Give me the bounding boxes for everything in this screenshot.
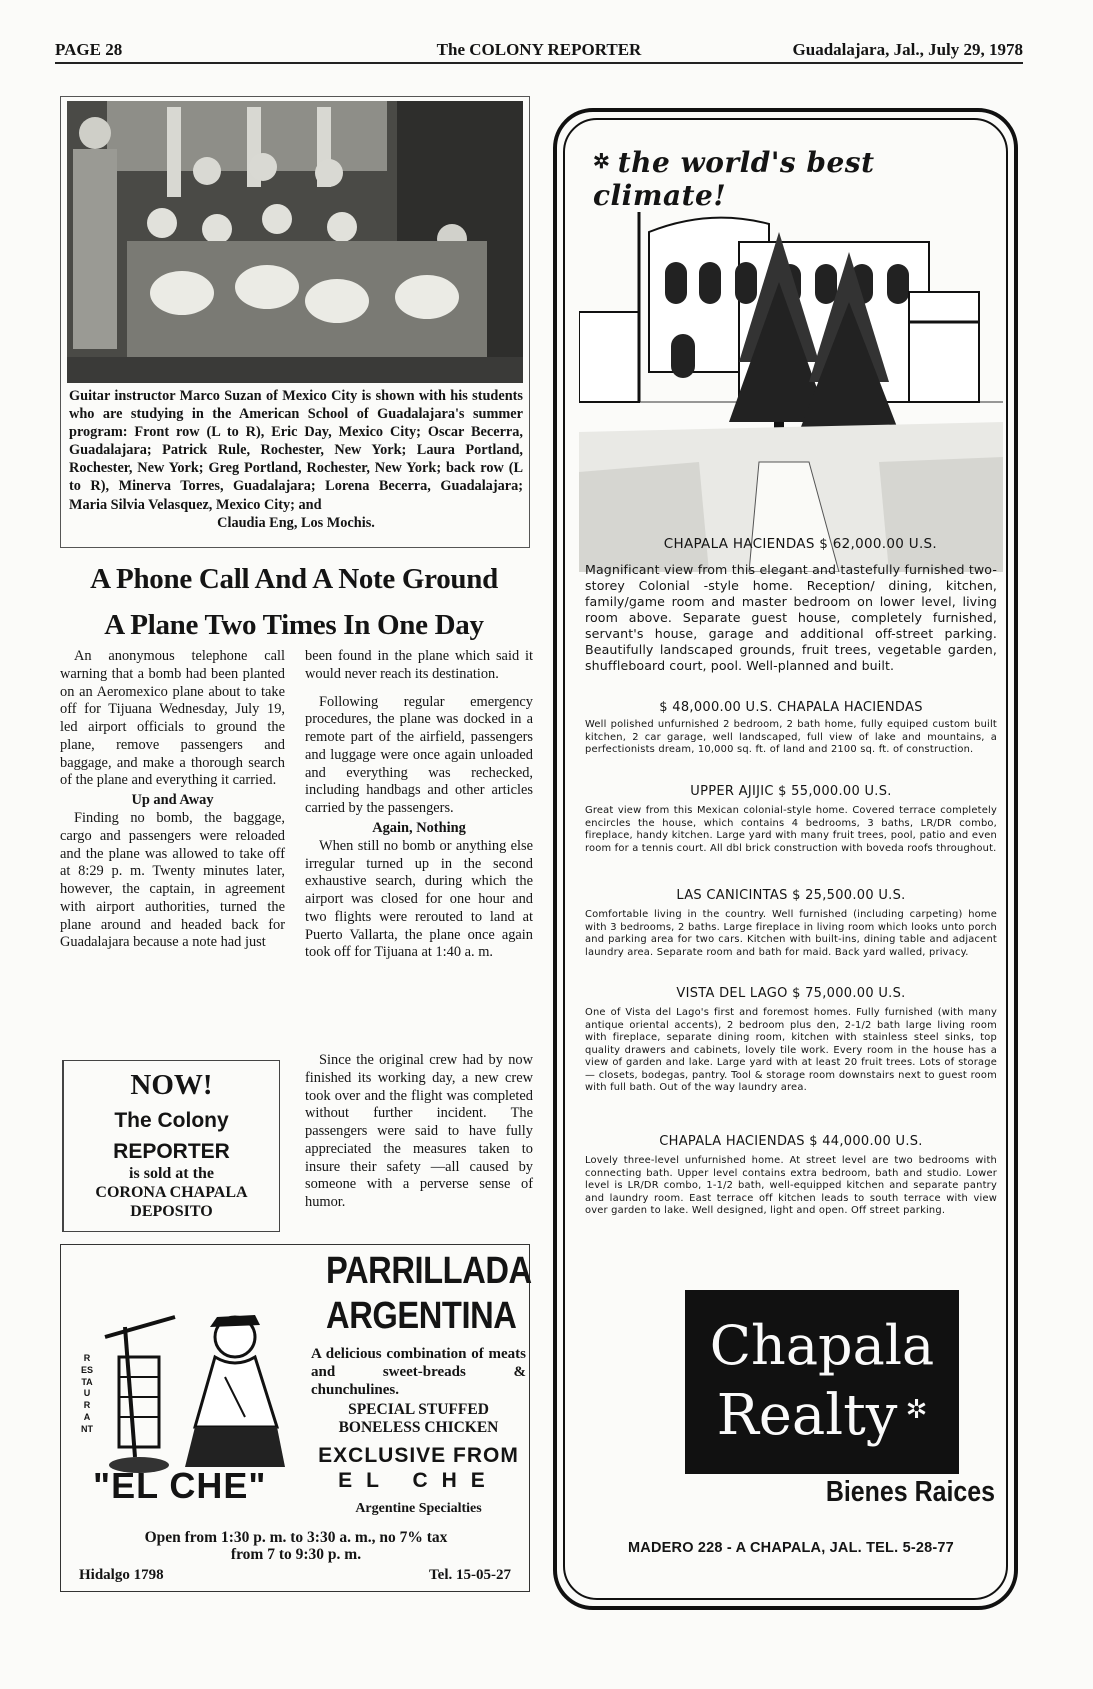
article-subhead: Again, Nothing <box>372 819 466 836</box>
guitar-class-photo <box>67 101 523 383</box>
sold-place-2: DEPOSITO <box>130 1203 213 1220</box>
listing-6 <box>585 1134 997 1218</box>
article-paragraph: Finding no bomb, the baggage, cargo and passengers were reloaded and the plane was allowed to take off at 8:29 p. m. Twenty minutes later, however, the captain, in agreement with airport authorities, turned the plane around and headed back for Guadalajara because a note had just <box>60 810 285 951</box>
realty-slogan: ✲ the world's best climate! <box>593 146 875 212</box>
listing-2 <box>585 700 997 757</box>
listing-body: Comfortable living in the country. Well furnished (including carpeting) home with 3 bedrooms, 2 baths. Large fireplace in living room which looks unto porch and parking area for two cars. Kitchen with built-ins, dining table and adjacent laundry area. Separate room and bath for maid. Back yard walled, privacy. <box>585 909 997 958</box>
restaurant-vertical-label: RESTAURANT <box>81 1353 94 1434</box>
article-paragraph: Following regular emergency procedures, the plane was docked in a remote part of the airfield, passengers and luggage were once again unloaded and everything was rechecked, including handbags and other articles carried by the passengers. <box>305 693 533 816</box>
paper-name-2: REPORTER <box>113 1140 230 1163</box>
gaucho-grill-illustration <box>95 1307 305 1477</box>
specialties-label: Argentine Specialties <box>355 1501 482 1516</box>
article-paragraph: An anonymous telephone call warning that a bomb had been planted on an Aeromexico plane about to take off for Tijuana Wednesday, July 19, led airport officials to ground the plane, remove passengers and baggage, and make a thorough search of the plane and everything it carried. <box>60 648 285 789</box>
listing-5 <box>585 986 997 1095</box>
opening-hours: Open from 1:30 p. m. to 3:30 a. m., no 7% tax from 7 to 9:30 p. m. <box>144 1529 448 1563</box>
listing-body: Lovely three-level unfurnished home. At street level are two bedrooms with connecting bath. Upper level contains extra bedroom, bath and studio. Lower level is LR/DR combo, 1-1/2 bath, well-equipped kitchen and separate pantry and laundry room. East terrace off kitchen leads to south terrace with view over garden to lake. Well designed, light and open. Off street parking. <box>585 1155 997 1216</box>
listing-heading: $ 48,000.00 U.S. CHAPALA HACIENDAS <box>659 700 923 715</box>
restaurant-phone: Tel. 15-05-27 <box>429 1567 511 1583</box>
article-headline: A Phone Call And A Note Ground A Plane Two Times In One Day <box>90 563 498 641</box>
article-column-2 <box>305 648 533 962</box>
listing-heading: LAS CANICINTAS $ 25,500.00 U.S. <box>676 888 906 903</box>
parrillada-title: PARRILLADA ARGENTINA <box>326 1250 532 1337</box>
realty-address: MADERO 228 - A CHAPALA, JAL. TEL. 5-28-77 <box>628 1540 954 1556</box>
listing-heading: UPPER AJIJIC $ 55,000.00 U.S. <box>690 784 892 799</box>
parrillada-description: A delicious combination of meats and sweet-breads & chunchulines. <box>311 1346 526 1398</box>
listing-body: Great view from this Mexican colonial-style home. Covered terrace completely encircles the house, which contains 4 bedrooms, 3 baths, LR/DR combo, fireplace, handy kitchen. Large yard with many fruit trees, pool, patio and even room for a tennis court. All dbl brick construction with boveda roofs throughout. <box>585 805 997 854</box>
article-paragraph: been found in the plane which said it would never reach its destination. <box>305 648 533 682</box>
article-column-2-end <box>305 1052 533 1212</box>
photo-feature <box>60 96 530 548</box>
listing-body: Magnificant view from this elegant and tastefully furnished two-storey Colonial -style home. Reception/ dining, kitchen, family/game room and master bedroom on lower level, living room above. Separate guest house, completely furnished, servant's house, garage and additional off-street parking. Beautifully landscaped grounds, fruit trees, vegetable garden, shuffleboard court, pool. Well-planned and built. <box>585 562 997 673</box>
parrillada-ad <box>60 1244 530 1592</box>
chapala-realty-logo: Chapala Realty ✲ <box>685 1290 959 1474</box>
listing-heading: CHAPALA HACIENDAS $ 44,000.00 U.S. <box>659 1134 923 1149</box>
exclusive-label: EXCLUSIVE FROM EL CHE <box>318 1444 519 1492</box>
now-label: NOW! <box>130 1069 213 1101</box>
hacienda-house-illustration <box>579 172 1003 572</box>
star-icon: ✲ <box>593 149 618 173</box>
article-subhead: Up and Away <box>131 792 214 808</box>
sold-at-text: is sold at the <box>129 1165 214 1182</box>
listing-body: One of Vista del Lago's first and foremost homes. Fully furnished (with many antique oriental accents), 2 bedroom plus den, 2-1/2 bath large living room with fireplace, separate dining room, kitchen with stainless steel sinks, top quality drawers and cabinets, lovely tile work. Every room in the house has a view of garden and lake. Large yard with at least 20 fruit trees. Lots of storage — closets, bodegas, pantry. Tool & storage room downstairs next to guest room with full bath. Out of the way laundry area. <box>585 1007 997 1093</box>
paper-name-1: The Colony <box>114 1109 229 1132</box>
article-paragraph: When still no bomb or anything else irregular turned up in the second exhaustive search, during which the airport was closed for one hour and two flights were rerouted to land at Puerto Vallarta, the plane once again took off for Tijuana at 1:40 a. m. <box>305 837 533 961</box>
dateline: Guadalajara, Jal., July 29, 1978 <box>792 40 1023 59</box>
listing-heading: VISTA DEL LAGO $ 75,000.00 U.S. <box>676 986 906 1001</box>
listing-1 <box>585 536 997 674</box>
chapala-realty-ad <box>553 108 1018 1610</box>
article-paragraph: Since the original crew had by now finished its working day, a new crew took over and the flight was completed without further incident. The passengers were said to have fully appreciated the measures taken to insure their safety —all caused by someone with a perverse sense of humor. <box>305 1052 533 1210</box>
article-column-1 <box>60 648 285 952</box>
listing-4 <box>585 888 997 959</box>
now-sold-box <box>62 1060 280 1232</box>
sold-place: CORONA CHAPALA <box>95 1184 248 1201</box>
newspaper-name: The COLONY REPORTER <box>436 40 642 59</box>
star-icon: ✲ <box>897 1395 928 1425</box>
masthead <box>55 38 1023 64</box>
special-offer: SPECIAL STUFFED BONELESS CHICKEN <box>338 1401 499 1436</box>
restaurant-address: Hidalgo 1798 <box>79 1567 164 1583</box>
listing-heading: CHAPALA HACIENDAS $ 62,000.00 U.S. <box>663 536 937 552</box>
page-number: PAGE 28 <box>55 40 123 59</box>
realty-tagline: Bienes Raices <box>825 1476 995 1508</box>
listing-3 <box>585 784 997 855</box>
listing-body: Well polished unfurnished 2 bedroom, 2 bath home, fully equiped custom built kitchen, 2 car garage, well landscaped, full view of lake and mountains, a perfectionists dream, 10,000 sq. ft. of land and 2100 sq. ft. of construction. <box>585 719 997 755</box>
restaurant-name: "EL CHE" <box>93 1465 267 1506</box>
photo-caption: Guitar instructor Marco Suzan of Mexico City is shown with his students who are studying in the American School of Guadalajara's summer program: Front row (L to R), Eric Day, Mexico City; Oscar Becerra, Guadalajara; Patrick Rule, Rochester, New York; Laura Portland, Rochester, New York; Greg Portland, Rochester, New York; back row (L to R), Minerva Torres, Guadalajara; Lorena Becerra, Guadalajara; Maria Silvia Velasquez, Mexico City; and Claudia Eng, Los Mochis. <box>69 388 523 531</box>
